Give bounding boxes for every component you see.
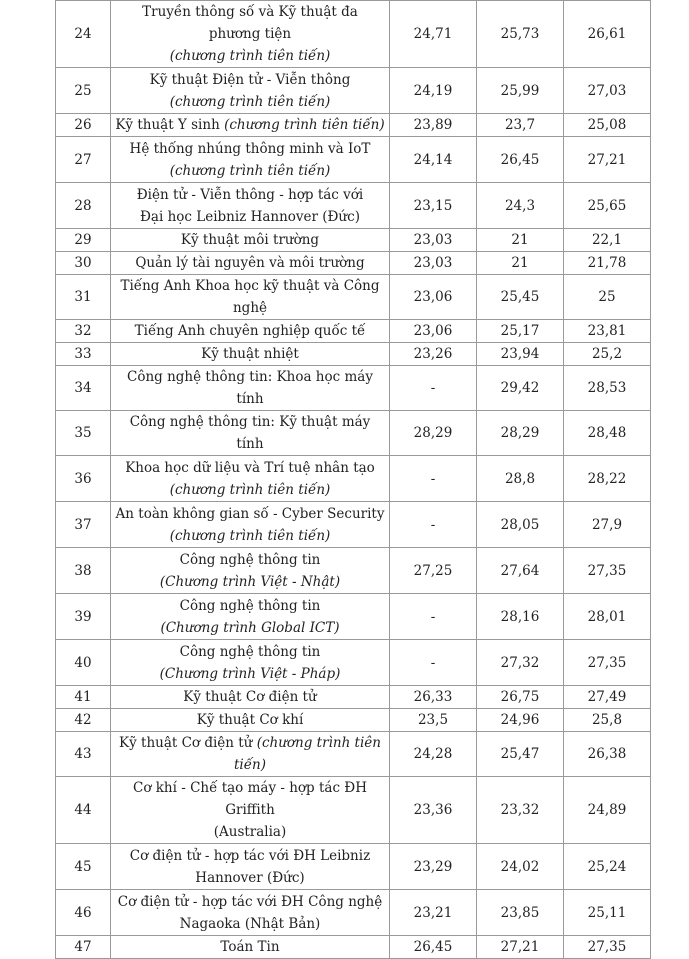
score-cell-3: 24,89 <box>564 777 651 844</box>
program-name-text: Truyền thông số và Kỹ thuật đa phương tiện <box>142 4 358 42</box>
table-row <box>56 343 651 366</box>
table-row <box>56 777 651 844</box>
row-number: 35 <box>56 411 111 456</box>
program-name <box>111 732 390 777</box>
row-number: 36 <box>56 456 111 502</box>
table-row <box>56 732 651 777</box>
score-cell-3: 26,38 <box>564 732 651 777</box>
score-cell-3: 27,49 <box>564 686 651 709</box>
score-cell-1: 24,28 <box>390 732 477 777</box>
table-row <box>56 594 651 640</box>
program-name-line <box>115 479 385 501</box>
program-name-text: Tiếng Anh Khoa học kỹ thuật và Công nghệ <box>120 278 380 316</box>
program-name-text: Công nghệ thông tin <box>179 597 321 614</box>
program-name-line <box>115 343 385 365</box>
table-row <box>56 686 651 709</box>
table-row <box>56 411 651 456</box>
score-cell-3: 23,81 <box>564 320 651 343</box>
score-cell-1: 23,15 <box>390 183 477 229</box>
score-cell-1: 23,03 <box>390 252 477 275</box>
score-cell-1: 26,33 <box>390 686 477 709</box>
program-name-text: Đại học Leibniz Hannover (Đức) <box>140 208 360 225</box>
score-cell-1: 28,29 <box>390 411 477 456</box>
score-cell-2: 23,94 <box>477 343 564 366</box>
score-cell-2: 27,21 <box>477 936 564 959</box>
program-name-text: Kỹ thuật Điện tử - Viễn thông <box>149 71 351 88</box>
score-cell-1: 24,14 <box>390 137 477 183</box>
program-name-line <box>115 45 385 67</box>
score-cell-3: 21,78 <box>564 252 651 275</box>
row-number: 32 <box>56 320 111 343</box>
table-row <box>56 366 651 411</box>
program-name-note: (Chương trình Việt - Nhật) <box>159 573 341 590</box>
score-cell-3: 27,9 <box>564 502 651 548</box>
program-name <box>111 183 390 229</box>
score-cell-2: 26,45 <box>477 137 564 183</box>
program-name-text: Nagaoka (Nhật Bản) <box>179 915 321 932</box>
score-cell-1: - <box>390 594 477 640</box>
score-cell-1: 23,26 <box>390 343 477 366</box>
program-name-line <box>115 732 385 776</box>
score-cell-1: 23,36 <box>390 777 477 844</box>
score-cell-2: 21 <box>477 252 564 275</box>
table-row <box>56 68 651 114</box>
program-name-text: Khoa học dữ liệu và Trí tuệ nhân tạo <box>125 459 375 476</box>
program-name <box>111 114 390 137</box>
row-number: 43 <box>56 732 111 777</box>
program-name-line <box>115 913 385 935</box>
program-name-line <box>115 663 385 685</box>
program-name-line <box>115 69 385 91</box>
program-name-note: (chương trình tiên tiến) <box>224 117 385 133</box>
score-cell-2: 23,7 <box>477 114 564 137</box>
score-cell-3: 28,01 <box>564 594 651 640</box>
program-name <box>111 686 390 709</box>
table-row <box>56 137 651 183</box>
program-name-line <box>115 160 385 182</box>
program-name-line <box>115 184 385 206</box>
program-name <box>111 252 390 275</box>
table-row <box>56 183 651 229</box>
program-name-note: (chương trình tiên tiến) <box>233 735 381 773</box>
program-name-line <box>115 709 385 731</box>
score-cell-2: 24,96 <box>477 709 564 732</box>
score-cell-3: 22,1 <box>564 229 651 252</box>
program-name-text: Toán Tin <box>220 939 280 955</box>
table-row <box>56 252 651 275</box>
program-name-text: Hệ thống nhúng thông minh và IoT <box>129 140 371 157</box>
program-name-note: (Chương trình Việt - Pháp) <box>159 665 341 682</box>
row-number: 45 <box>56 844 111 890</box>
row-number: 37 <box>56 502 111 548</box>
program-name <box>111 229 390 252</box>
score-cell-1: 24,71 <box>390 1 477 68</box>
program-name-text: Điện tử - Viễn thông - hợp tác với <box>136 186 364 203</box>
program-name-line <box>115 229 385 251</box>
program-name <box>111 68 390 114</box>
score-cell-3: 25,24 <box>564 844 651 890</box>
program-name <box>111 844 390 890</box>
score-cell-1: 23,29 <box>390 844 477 890</box>
program-name-text: Kỹ thuật Y sinh <box>115 117 225 133</box>
row-number: 38 <box>56 548 111 594</box>
row-number: 39 <box>56 594 111 640</box>
score-cell-3: 27,03 <box>564 68 651 114</box>
score-cell-2: 23,85 <box>477 890 564 936</box>
program-name-line <box>115 275 385 319</box>
program-name-note: (chương trình tiên tiến) <box>169 93 331 110</box>
score-cell-1: - <box>390 456 477 502</box>
score-cell-2: 28,8 <box>477 456 564 502</box>
program-name-line <box>115 595 385 617</box>
score-cell-1: 23,06 <box>390 320 477 343</box>
score-cell-1: 24,19 <box>390 68 477 114</box>
program-name <box>111 456 390 502</box>
program-name-text: Hannover (Đức) <box>195 869 305 886</box>
program-name-line <box>115 1 385 45</box>
row-number: 24 <box>56 1 111 68</box>
program-name <box>111 502 390 548</box>
row-number: 29 <box>56 229 111 252</box>
program-name-line <box>115 320 385 342</box>
row-number: 28 <box>56 183 111 229</box>
row-number: 44 <box>56 777 111 844</box>
program-name-line <box>115 845 385 867</box>
row-number: 30 <box>56 252 111 275</box>
program-name-text: Kỹ thuật Cơ điện tử <box>119 735 257 751</box>
score-cell-2: 25,45 <box>477 275 564 320</box>
score-cell-1: - <box>390 366 477 411</box>
program-name-note: (chương trình tiên tiến) <box>169 162 331 179</box>
table-row <box>56 320 651 343</box>
table-row <box>56 502 651 548</box>
score-cell-2: 27,64 <box>477 548 564 594</box>
score-cell-3: 28,48 <box>564 411 651 456</box>
table-row <box>56 936 651 959</box>
program-name <box>111 366 390 411</box>
table-row <box>56 1 651 68</box>
score-cell-2: 26,75 <box>477 686 564 709</box>
score-cell-3: 25,2 <box>564 343 651 366</box>
score-cell-3: 25 <box>564 275 651 320</box>
score-cell-1: 23,5 <box>390 709 477 732</box>
program-name-line <box>115 114 385 136</box>
program-name <box>111 1 390 68</box>
score-cell-2: 28,16 <box>477 594 564 640</box>
program-name-line <box>115 457 385 479</box>
score-cell-3: 25,11 <box>564 890 651 936</box>
program-name-line <box>115 549 385 571</box>
table-row <box>56 229 651 252</box>
program-name-text: Công nghệ thông tin <box>179 643 321 660</box>
admission-score-table <box>55 0 651 959</box>
score-cell-3: 27,35 <box>564 936 651 959</box>
score-cell-2: 25,47 <box>477 732 564 777</box>
program-name <box>111 275 390 320</box>
program-name-line <box>115 206 385 228</box>
table-row <box>56 640 651 686</box>
program-name <box>111 411 390 456</box>
score-cell-2: 27,32 <box>477 640 564 686</box>
program-name-line <box>115 525 385 547</box>
score-cell-2: 23,32 <box>477 777 564 844</box>
program-name-text: Quản lý tài nguyên và môi trường <box>135 255 365 271</box>
score-cell-3: 28,22 <box>564 456 651 502</box>
program-name-line <box>115 411 385 455</box>
program-name <box>111 343 390 366</box>
score-cell-3: 28,53 <box>564 366 651 411</box>
program-name <box>111 594 390 640</box>
program-name-line <box>115 91 385 113</box>
score-cell-3: 27,35 <box>564 640 651 686</box>
program-name-note: (chương trình tiên tiến) <box>169 481 331 498</box>
table-body <box>56 1 651 959</box>
program-name-text: Cơ điện tử - hợp tác với ĐH Công nghệ <box>117 893 383 910</box>
program-name-line <box>115 503 385 525</box>
program-name-line <box>115 571 385 593</box>
program-name-line <box>115 867 385 889</box>
program-name-text: Công nghệ thông tin: Kỹ thuật máy tính <box>129 414 371 452</box>
program-name-text: Cơ điện tử - hợp tác với ĐH Leibniz <box>129 847 371 864</box>
table-row <box>56 456 651 502</box>
program-name-text: Kỹ thuật Cơ điện tử <box>183 689 317 705</box>
table-row <box>56 548 651 594</box>
program-name-line <box>115 641 385 663</box>
score-cell-2: 25,73 <box>477 1 564 68</box>
program-name-line <box>115 936 385 958</box>
score-cell-3: 26,61 <box>564 1 651 68</box>
score-cell-3: 27,35 <box>564 548 651 594</box>
program-name-note: (chương trình tiên tiến) <box>169 48 331 64</box>
table-row <box>56 275 651 320</box>
score-cell-3: 25,08 <box>564 114 651 137</box>
program-name-note: (Chương trình Global ICT) <box>160 619 340 636</box>
program-name-line <box>115 138 385 160</box>
program-name <box>111 320 390 343</box>
row-number: 34 <box>56 366 111 411</box>
score-cell-3: 25,8 <box>564 709 651 732</box>
program-name-note: (chương trình tiên tiến) <box>169 527 331 544</box>
program-name-line <box>115 891 385 913</box>
program-name-line <box>115 252 385 274</box>
score-cell-2: 29,42 <box>477 366 564 411</box>
score-cell-1: 26,45 <box>390 936 477 959</box>
table-row <box>56 890 651 936</box>
score-cell-3: 27,21 <box>564 137 651 183</box>
program-name-text: Kỹ thuật nhiệt <box>201 346 299 362</box>
program-name-text: Kỹ thuật Cơ khí <box>196 712 304 728</box>
program-name-text: An toàn không gian số - Cyber Security <box>115 505 385 522</box>
score-cell-2: 25,17 <box>477 320 564 343</box>
program-name-text: Tiếng Anh chuyên nghiệp quốc tế <box>134 323 366 339</box>
program-name-text: Cơ khí - Chế tạo máy - hợp tác ĐH Griffith <box>133 780 367 818</box>
score-cell-1: - <box>390 640 477 686</box>
row-number: 25 <box>56 68 111 114</box>
score-cell-2: 24,02 <box>477 844 564 890</box>
score-cell-2: 24,3 <box>477 183 564 229</box>
score-cell-2: 28,29 <box>477 411 564 456</box>
program-name <box>111 548 390 594</box>
program-name <box>111 709 390 732</box>
score-cell-1: 23,06 <box>390 275 477 320</box>
program-name-text: Kỹ thuật môi trường <box>180 232 320 248</box>
program-name <box>111 936 390 959</box>
row-number: 26 <box>56 114 111 137</box>
score-cell-2: 25,99 <box>477 68 564 114</box>
row-number: 46 <box>56 890 111 936</box>
program-name-line <box>115 686 385 708</box>
row-number: 31 <box>56 275 111 320</box>
table-row <box>56 709 651 732</box>
program-name-text: Công nghệ thông tin: Khoa học máy tính <box>127 369 373 407</box>
score-cell-1: 23,03 <box>390 229 477 252</box>
score-cell-1: 27,25 <box>390 548 477 594</box>
score-cell-1: - <box>390 502 477 548</box>
row-number: 27 <box>56 137 111 183</box>
row-number: 33 <box>56 343 111 366</box>
program-name <box>111 137 390 183</box>
score-cell-1: 23,89 <box>390 114 477 137</box>
program-name <box>111 777 390 844</box>
program-name-line <box>115 617 385 639</box>
row-number: 40 <box>56 640 111 686</box>
program-name-line <box>115 821 385 843</box>
table-container <box>55 0 651 959</box>
program-name-line <box>115 366 385 410</box>
row-number: 41 <box>56 686 111 709</box>
row-number: 42 <box>56 709 111 732</box>
table-row <box>56 114 651 137</box>
table-row <box>56 844 651 890</box>
score-cell-2: 28,05 <box>477 502 564 548</box>
program-name <box>111 890 390 936</box>
program-name-text: Công nghệ thông tin <box>179 551 321 568</box>
program-name-line <box>115 777 385 821</box>
program-name <box>111 640 390 686</box>
score-cell-3: 25,65 <box>564 183 651 229</box>
score-cell-2: 21 <box>477 229 564 252</box>
row-number: 47 <box>56 936 111 959</box>
program-name-text: (Australia) <box>213 824 287 840</box>
score-cell-1: 23,21 <box>390 890 477 936</box>
